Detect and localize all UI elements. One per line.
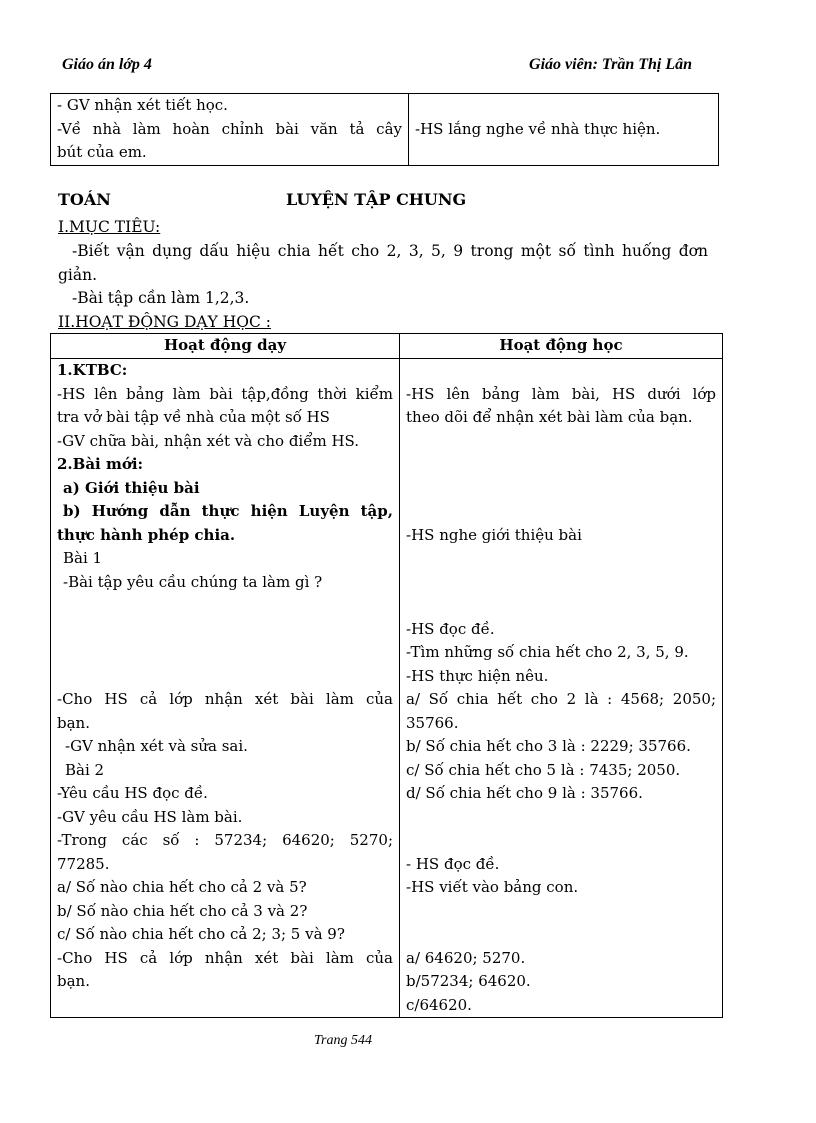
teacher-line: c/ Số nào chia hết cho cả 2; 3; 5 và 9? bbox=[57, 925, 345, 943]
student-activity-cell bbox=[400, 359, 723, 1018]
activities-heading: II.HOẠT ĐỘNG DẠY HỌC : bbox=[58, 313, 271, 331]
student-line: c/ Số chia hết cho 5 là : 7435; 2050. bbox=[406, 760, 681, 779]
student-line: a/ 64620; 5270. bbox=[406, 948, 526, 967]
teacher-line: a) Giới thiệu bài bbox=[63, 478, 200, 497]
teacher-line: bạn. bbox=[57, 713, 90, 732]
teacher-line: bạn. bbox=[57, 972, 90, 990]
teacher-activity-cell bbox=[51, 359, 400, 1018]
teacher-line: -Bài tập yêu cầu chúng ta làm gì ? bbox=[63, 572, 323, 591]
student-line: b/ Số chia hết cho 3 là : 2229; 35766. bbox=[406, 737, 691, 755]
teacher-line: bút của em. bbox=[57, 143, 147, 161]
lesson-title: LUYỆN TẬP CHUNG bbox=[286, 190, 467, 209]
header-teacher-name: Giáo viên: Trần Thị Lân bbox=[529, 56, 692, 73]
objective-line: giản. bbox=[58, 266, 98, 284]
table-row bbox=[51, 359, 723, 1018]
student-line: c/64620. bbox=[406, 995, 472, 1014]
teacher-line: thực hành phép chia. bbox=[57, 525, 236, 544]
teacher-line: tra vở bài tập về nhà của một số HS bbox=[57, 408, 330, 426]
student-line: theo dõi để nhận xét bài làm của bạn. bbox=[406, 408, 693, 426]
student-line: - HS đọc đề. bbox=[406, 854, 500, 873]
spacer bbox=[406, 806, 716, 830]
spacer bbox=[406, 453, 716, 477]
teacher-line: -Trong các số : 57234; 64620; 5270; bbox=[57, 831, 393, 849]
teacher-line: 77285. bbox=[57, 854, 110, 873]
teacher-line: b/ Số nào chia hết cho cả 3 và 2? bbox=[57, 901, 308, 920]
student-line: -HS đọc đề. bbox=[406, 619, 495, 638]
teacher-line: -Cho HS cả lớp nhận xét bài làm của bbox=[57, 690, 393, 708]
student-line: -HS viết vào bảng con. bbox=[406, 878, 579, 896]
header-course-label: Giáo án lớp 4 bbox=[62, 56, 152, 73]
spacer bbox=[406, 359, 716, 383]
student-line: 35766. bbox=[406, 713, 459, 732]
page-number: Trang 544 bbox=[314, 1033, 372, 1048]
teacher-line: Bài 1 bbox=[63, 549, 103, 567]
spacer bbox=[406, 500, 716, 524]
previous-lesson-closing-table bbox=[50, 93, 719, 166]
spacer bbox=[57, 665, 393, 689]
student-activity-cell bbox=[409, 94, 719, 166]
spacer bbox=[406, 594, 716, 618]
teacher-line: Bài 2 bbox=[65, 760, 105, 779]
teacher-line: -Về nhà làm hoàn chỉnh bài văn tả cây bbox=[57, 119, 402, 138]
spacer bbox=[57, 641, 393, 665]
objectives-heading: I.MỤC TIÊU: bbox=[58, 218, 161, 236]
teacher-line: -HS lên bảng làm bài tập,đồng thời kiểm bbox=[57, 384, 393, 403]
objective-2: -Bài tập cần làm 1,2,3. bbox=[72, 289, 250, 307]
teacher-line: b) Hướng dẫn thực hiện Luyện tập, bbox=[63, 502, 393, 520]
column-header-teacher: Hoạt động dạy bbox=[51, 334, 400, 359]
teacher-line: 1.KTBC: bbox=[57, 361, 128, 379]
student-line: d/ Số chia hết cho 9 là : 35766. bbox=[406, 784, 643, 802]
spacer bbox=[406, 477, 716, 501]
teacher-line: - GV nhận xét tiết học. bbox=[57, 96, 228, 114]
spacer bbox=[406, 923, 716, 947]
objective-1 bbox=[58, 239, 708, 287]
teacher-activity-cell bbox=[51, 94, 409, 166]
student-line: -Tìm những số chia hết cho 2, 3, 5, 9. bbox=[406, 643, 689, 661]
spacer bbox=[57, 594, 393, 618]
student-line: -HS lắng nghe về nhà thực hiện. bbox=[415, 119, 661, 138]
teacher-line: -Yêu cầu HS đọc đề. bbox=[57, 784, 208, 802]
teacher-line: 2.Bài mới: bbox=[57, 455, 144, 473]
spacer bbox=[406, 900, 716, 924]
teaching-activities-table bbox=[50, 333, 723, 1018]
objective-line: -Biết vận dụng dấu hiệu chia hết cho 2, 3, 5, 9 trong một số tình huống đơn bbox=[72, 242, 708, 260]
table-row bbox=[51, 94, 719, 166]
spacer bbox=[57, 618, 393, 642]
teacher-line: -Cho HS cả lớp nhận xét bài làm của bbox=[57, 948, 393, 967]
column-header-student: Hoạt động học bbox=[400, 334, 723, 359]
student-line: b/57234; 64620. bbox=[406, 972, 531, 990]
student-line: -HS nghe giới thiệu bài bbox=[406, 525, 582, 544]
spacer bbox=[406, 829, 716, 853]
student-line: -HS lên bảng làm bài, HS dưới lớp bbox=[406, 384, 716, 403]
subject-heading: TOÁN bbox=[58, 190, 111, 209]
spacer bbox=[406, 547, 716, 571]
teacher-line: -GV nhận xét và sửa sai. bbox=[65, 737, 248, 755]
table-header-row bbox=[51, 334, 723, 359]
teacher-line: -GV chữa bài, nhận xét và cho điểm HS. bbox=[57, 431, 360, 450]
teacher-line: a/ Số nào chia hết cho cả 2 và 5? bbox=[57, 878, 307, 896]
teacher-line: -GV yêu cầu HS làm bài. bbox=[57, 807, 243, 826]
spacer bbox=[406, 571, 716, 595]
student-line: -HS thực hiện nêu. bbox=[406, 666, 549, 685]
student-line: a/ Số chia hết cho 2 là : 4568; 2050; bbox=[406, 690, 716, 708]
spacer bbox=[406, 430, 716, 454]
